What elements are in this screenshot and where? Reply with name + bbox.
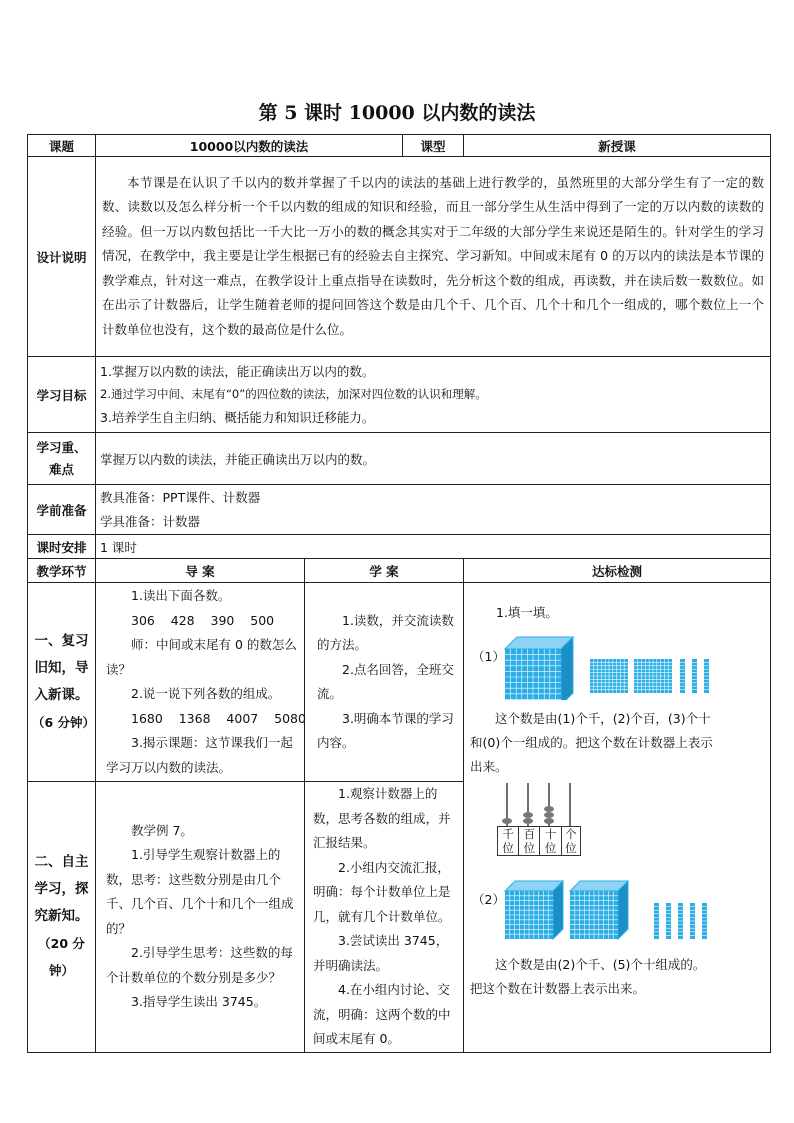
guide-line: 3.指导学生读出 3745。	[131, 994, 267, 1010]
key-label-line: 难点	[48, 461, 74, 477]
goal-item: 3.培养学生自主归纳、概括能力和知识迁移能力。	[100, 410, 375, 425]
learn-line: 1.读数，并交流读数的方法。	[317, 612, 454, 652]
guide-line: 2.引导学生思考：这些数的每个计数单位的个数分别是多少？	[106, 945, 293, 985]
abacus-label-ones: 个位	[562, 827, 581, 856]
q2-blocks-figure	[504, 873, 719, 943]
prep-item: 学具准备：计数器	[100, 513, 201, 529]
stage1-name	[28, 583, 96, 782]
abacus-label-thousands: 千位	[497, 827, 519, 856]
prep-list	[96, 485, 771, 535]
abacus-bead	[502, 818, 512, 824]
goal-item: 1.掌握万以内数的读法，能正确读出万以内的数。	[100, 364, 375, 379]
design-text: 本节课是在认识了千以内的数并掌握了千以内的读法的基础上进行教学的，虽然班里的大部分学生有了一定的数数、读数以及怎么样分析一个千以内数的组成的知识和经验，而且一部分学生从生活中得到了一定的万以内数的读数的经验。但一万以内数包括比一千大比一万小的数的概念其实对于二年级的大部分学生来说还是陌生的。针对学生的学习情况，在教学中，我主要是让学生根据已有的经验去自主探究、学习新知。中间或末尾有 0 的万以内的读法是本节课的教学难点，针对这一难点，在教学设计上重点指导在读数时，先分析这个数的组成，再读数，并在读后数一数数位。如在出示了计数器后，让学生随着老师的提问回答这个数是由几个千、几个百、几个十和几个一组成的，哪个数位上一个计数单位也没有，这个数的最高位是什么位。	[96, 157, 771, 357]
thousand-cube-side	[618, 881, 628, 939]
learn-line: 4.在小组内讨论、交流，明确：这两个数的中间或末尾有 0。	[313, 982, 451, 1046]
q1-label: （1）	[472, 649, 505, 664]
learn-line: 2.点名回答，全班交流。	[317, 661, 454, 701]
schedule-label: 课时安排	[28, 535, 96, 559]
topic-value: 10000以内数的读法	[96, 135, 403, 157]
goals-row	[28, 357, 771, 433]
stage2-learn	[305, 782, 464, 1053]
design-row	[28, 157, 771, 357]
type-label: 课型	[403, 135, 464, 157]
stage-name-line: 究新知。	[34, 908, 89, 925]
type-value: 新授课	[464, 135, 771, 157]
q2-text: 这个数是由(2)个千、(5)个十组成的。把这个数在计数器上表示出来。	[470, 957, 706, 996]
stage2-name	[28, 782, 96, 1053]
key-row	[28, 433, 771, 485]
stage-name-line: 一、复习	[34, 633, 89, 649]
col-guide: 导 案	[96, 559, 305, 583]
abacus-bead	[523, 818, 533, 824]
prep-row	[28, 485, 771, 535]
prep-label: 学前准备	[28, 485, 96, 535]
thousand-cube-side	[553, 881, 563, 939]
guide-line: 3.揭示课题：这节课我们一起学习万以内数的读法。	[106, 735, 293, 775]
abacus-bead	[544, 818, 554, 824]
guide-numbers: 1680 1368 4007 5080	[131, 710, 306, 726]
guide-line: 2.说一说下列各数的组成。	[131, 686, 281, 701]
learn-line: 3.尝试读出 3745，并明确读法。	[313, 933, 449, 973]
stage-name-line: （20 分钟）	[38, 936, 85, 979]
goal-item: 2.通过学习中间、末尾有“0”的四位数的读法，加深对四位数的认识和理解。	[100, 387, 487, 401]
page-title: 第 5 课时 10000 以内数的读法	[258, 102, 536, 124]
stage2-guide	[96, 782, 305, 1053]
column-header-row	[28, 559, 771, 583]
schedule-row	[28, 535, 771, 559]
stage1-guide	[96, 583, 305, 782]
guide-line: 1.引导学生观察计数器上的数，思考：这些数分别是由几个千、几个百、几个十和几个一组成的？	[106, 847, 294, 936]
key-label	[28, 433, 96, 485]
abacus-bead	[544, 806, 554, 812]
stage-name-line: 旧知，导	[34, 660, 89, 676]
header-row	[28, 135, 771, 157]
guide-numbers: 306 428 390 500	[131, 612, 275, 628]
q1-blocks-figure	[504, 625, 719, 700]
col-stage: 教学环节	[28, 559, 96, 583]
check-content	[464, 583, 721, 1019]
topic-label: 课题	[28, 135, 96, 157]
abacus-label-hundreds: 百位	[519, 827, 540, 856]
stage-name-line: （6 分钟）	[32, 715, 96, 730]
stage-name-line: 二、自主	[34, 854, 89, 871]
design-label: 设计说明	[28, 157, 96, 357]
stage-name-line: 学习，探	[34, 881, 89, 898]
abacus-bead	[523, 812, 533, 818]
guide-line: 教学例 7。	[131, 822, 193, 838]
stage1-learn	[305, 583, 464, 782]
schedule-value: 1 课时	[96, 535, 771, 559]
guide-line: 师：中间或末尾有 0 的数怎么读？	[106, 637, 297, 677]
check-cell	[464, 583, 771, 1053]
key-text: 掌握万以内数的读法，并能正确读出万以内的数。	[96, 433, 771, 485]
abacus-label-tens: 十位	[540, 827, 561, 856]
col-check: 达标检测	[464, 559, 771, 583]
learn-line: 3.明确本节课的学习内容。	[317, 710, 454, 750]
lesson-plan-table	[27, 134, 771, 1053]
learn-line: 1.观察计数器上的数，思考各数的组成，并汇报结果。	[313, 786, 451, 850]
q2-label: （2）	[472, 892, 505, 907]
abacus-labels	[497, 826, 581, 856]
stage1-row	[28, 583, 771, 782]
stage-name-line: 入新课。	[34, 687, 89, 703]
key-label-line: 学习重、	[36, 439, 87, 455]
abacus-bead	[544, 812, 554, 818]
goals-label: 学习目标	[28, 357, 96, 433]
learn-line: 2.小组内交流汇报，明确：每个计数单位上是几，就有几个计数单位。	[313, 859, 451, 924]
check-heading: 1.填一填。	[496, 605, 558, 620]
prep-item: 教具准备：PPT课件、计数器	[100, 489, 261, 505]
guide-line: 1.读出下面各数。	[131, 588, 231, 603]
q1-text: 这个数是由(1)个千，(2)个百，(3)个十和(0)个一组成的。把这个数在计数器上表示出来。	[470, 711, 713, 774]
col-learn: 学 案	[305, 559, 464, 583]
goals-list	[96, 357, 771, 433]
